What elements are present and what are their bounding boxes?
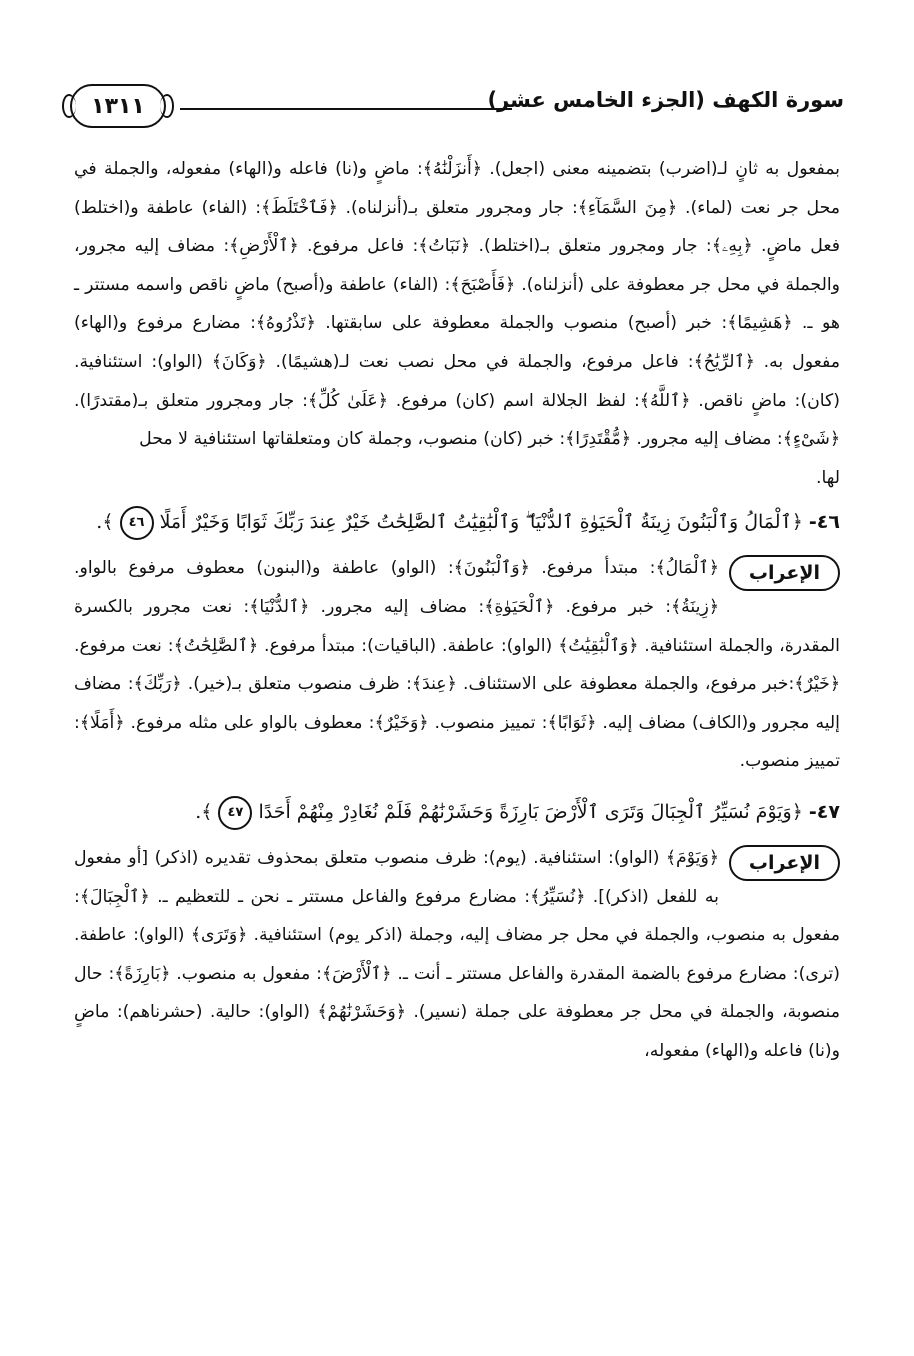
page-body xyxy=(74,150,840,1070)
verse-text: ﴿وَيَوْمَ نُسَيِّرُ ٱلْجِبَالَ وَتَرَى ٱلْأَرْضَ بَارِزَةً وَحَشَرْنَٰهُمْ فَلَمْ نُغَادِرْ مِنْهُمْ أَحَدًا xyxy=(258,800,803,823)
ayah-end-marker: ٤٧ xyxy=(218,796,252,830)
spacer xyxy=(74,781,840,787)
paragraph-continuation-end: لها. xyxy=(816,467,840,488)
irab-label-badge: الإعراب xyxy=(729,845,840,881)
page-header xyxy=(70,78,844,132)
page-number-badge: ١٣١١ xyxy=(70,84,166,128)
ayah-end-marker: ٤٦ xyxy=(120,506,154,540)
paragraph-continuation: بمفعول به ثانٍ لـ(اضرب) بتضمينه معنى (اجعل). ﴿أَنزَلْنَٰهُ﴾: ماضٍ و(نا) فاعله و(الهاء) مفعوله، والجملة في محل جر نعت (لماء). ﴿مِنَ السَّمَآءِ﴾: جار ومجرور متعلق بـ(أنزلناه). ﴿فَٱخْتَلَطَ﴾: (الفاء) عاطفة و(اختلط) فعل ماضٍ. ﴿بِهِۦ﴾: جار ومجرور متعلق بـ(اختلط). ﴿نَبَاتُ﴾: فاعل مرفوع. ﴿ٱلْأَرْضِ﴾: مضاف إليه مجرور، والجملة في محل جر معطوفة على (أنزلناه). ﴿فَأَصْبَحَ﴾: (الفاء) عاطفة و(أصبح) ماضٍ ناقص واسمه مستتر ـ هو ـ. ﴿هَشِيمًا﴾: خبر (أصبح) منصوب والجملة معطوفة على سابقتها. ﴿تَذْرُوهُ﴾: مضارع مرفوع و(الهاء) مفعول به. ﴿ٱلرِّيَٰحُ﴾: فاعل مرفوع، والجملة في محل نصب نعت لـ(هشيمًا). ﴿وَكَانَ﴾ (الواو): استئنافية. (كان): ماضٍ ناقص. ﴿ٱللَّهُ﴾: لفظ الجلالة اسم (كان) مرفوع. ﴿عَلَىٰ كُلِّ﴾: جار ومجرور متعلق بـ(مقتدرًا). ﴿شَىْءٍ﴾: مضاف إليه مجرور. ﴿مُّقْتَدِرًا﴾: خبر (كان) منصوب، وجملة كان ومتعلقاتها استئنافية لا محل xyxy=(74,159,840,450)
verse-number: ٤٦- xyxy=(808,511,840,534)
verse-47 xyxy=(74,791,840,833)
verse-text: ﴿ٱلْمَالُ وَٱلْبَنُونَ زِينَةُ ٱلْحَيَوٰةِ ٱلدُّنْيَا ۖ وَٱلْبَٰقِيَٰتُ ٱلصَّٰلِحَٰتُ خَيْرٌ عِندَ رَبِّكَ ثَوَابًا وَخَيْرٌ أَمَلًا xyxy=(159,511,803,534)
irab-section-46 xyxy=(74,549,840,781)
irab-section-47 xyxy=(74,839,840,1071)
verse-close: ﴾. xyxy=(96,511,114,534)
verse-close: ﴾. xyxy=(195,800,213,823)
page-title: سورة الكهف (الجزء الخامس عشر) xyxy=(487,88,844,112)
verse-46 xyxy=(74,501,840,543)
irab-text: ﴿ٱلْمَالُ﴾: مبتدأ مرفوع. ﴿وَٱلْبَنُونَ﴾: (الواو) عاطفة و(البنون) معطوف مرفوع بالواو. ﴿زِينَةُ﴾: خبر مرفوع. ﴿ٱلْحَيَوٰةِ﴾: مضاف إليه مجرور. ﴿ٱلدُّنْيَا﴾: نعت مجرور بالكسرة المقدرة، والجملة استئنافية. ﴿وَٱلْبَٰقِيَٰتُ﴾ (الواو): عاطفة. (الباقيات): مبتدأ مرفوع. ﴿ٱلصَّٰلِحَٰتُ﴾: نعت مرفوع. ﴿خَيْرٌ﴾:خبر مرفوع، والجملة معطوفة على الاستئناف. ﴿عِندَ﴾: ظرف منصوب متعلق بـ(خير). ﴿رَبِّكَ﴾: مضاف إليه مجرور و(الكاف) مضاف إليه. ﴿ثَوَابًا﴾: تمييز منصوب. ﴿وَخَيْرٌ﴾: معطوف بالواو على مثله مرفوع. ﴿أَمَلًا﴾: تمييز منصوب. xyxy=(74,558,840,772)
irab-label-badge: الإعراب xyxy=(729,555,840,591)
verse-number: ٤٧- xyxy=(808,800,840,823)
irab-text: ﴿وَيَوْمَ﴾ (الواو): استئنافية. (يوم): ظرف منصوب متعلق بمحذوف تقديره (اذكر) [أو مفعول به للفعل (اذكر)]. ﴿نُسَيِّرُ﴾: مضارع مرفوع والفاعل مستتر ـ نحن ـ للتعظيم ـ. ﴿ٱلْجِبَالَ﴾: مفعول به منصوب، والجملة في محل جر مضاف إليه، وجملة (اذكر يوم) استئنافية. ﴿وَتَرَى﴾ (الواو): عاطفة. (ترى): مضارع مرفوع بالضمة المقدرة والفاعل مستتر ـ أنت ـ. ﴿ٱلْأَرْضَ﴾: مفعول به منصوب. ﴿بَارِزَةً﴾: حال منصوبة، والجملة في محل جر معطوفة على جملة (نسير). ﴿وَحَشَرْنَٰهُمْ﴾ (الواو): حالية. (حشرناهم): ماضٍ و(نا) فاعله و(الهاء) مفعوله، xyxy=(74,847,840,1061)
header-divider xyxy=(180,108,512,110)
